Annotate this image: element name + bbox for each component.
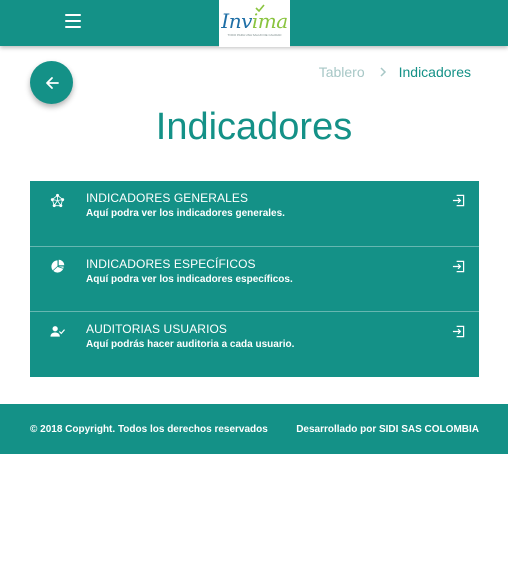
chevron-right-icon xyxy=(379,67,387,77)
top-navbar xyxy=(0,0,508,46)
breadcrumb-tablero-link[interactable]: Tablero xyxy=(318,64,365,80)
logo-checkmark-icon xyxy=(255,4,265,12)
indicator-title: INDICADORES ESPECÍFICOS xyxy=(86,256,256,271)
user-audits-item[interactable] xyxy=(30,312,479,378)
indicator-title: INDICADORES GENERALES xyxy=(86,191,249,205)
user-check-icon xyxy=(50,324,65,339)
enter-icon[interactable] xyxy=(452,194,465,207)
indicator-description: Aquí podra ver los indicadores específicos. xyxy=(86,273,293,285)
hamburger-menu-icon[interactable] xyxy=(64,13,82,29)
arrow-left-icon xyxy=(45,76,59,90)
breadcrumb-current: Indicadores xyxy=(398,64,471,80)
enter-icon[interactable] xyxy=(452,325,465,338)
pie-chart-icon xyxy=(50,259,65,274)
indicators-specific-item[interactable] xyxy=(30,247,479,313)
footer-copyright: © 2018 Copyright. Todos los derechos reservados xyxy=(30,423,268,435)
breadcrumb xyxy=(319,64,471,80)
logo-subtitle: TODO PARA UNA SALUD DE CALIDAD xyxy=(227,32,282,37)
indicators-general-item[interactable] xyxy=(30,181,479,247)
indicators-card xyxy=(30,181,479,377)
invima-logo[interactable] xyxy=(219,0,290,47)
indicator-title: AUDITORIAS USUARIOS xyxy=(86,322,228,336)
back-button[interactable] xyxy=(30,61,73,104)
network-icon xyxy=(50,193,65,208)
indicator-description: Aquí podra ver los indicadores generales. xyxy=(86,208,285,219)
footer-developer: Desarrollado por SIDI SAS COLOMBIA xyxy=(296,423,479,435)
indicator-description: Aquí podrás hacer auditoria a cada usuario. xyxy=(86,339,295,350)
enter-icon[interactable] xyxy=(452,260,465,273)
footer xyxy=(0,404,508,454)
page-title: Indicadores xyxy=(155,106,353,148)
logo-wordmark: Invima xyxy=(221,8,288,33)
